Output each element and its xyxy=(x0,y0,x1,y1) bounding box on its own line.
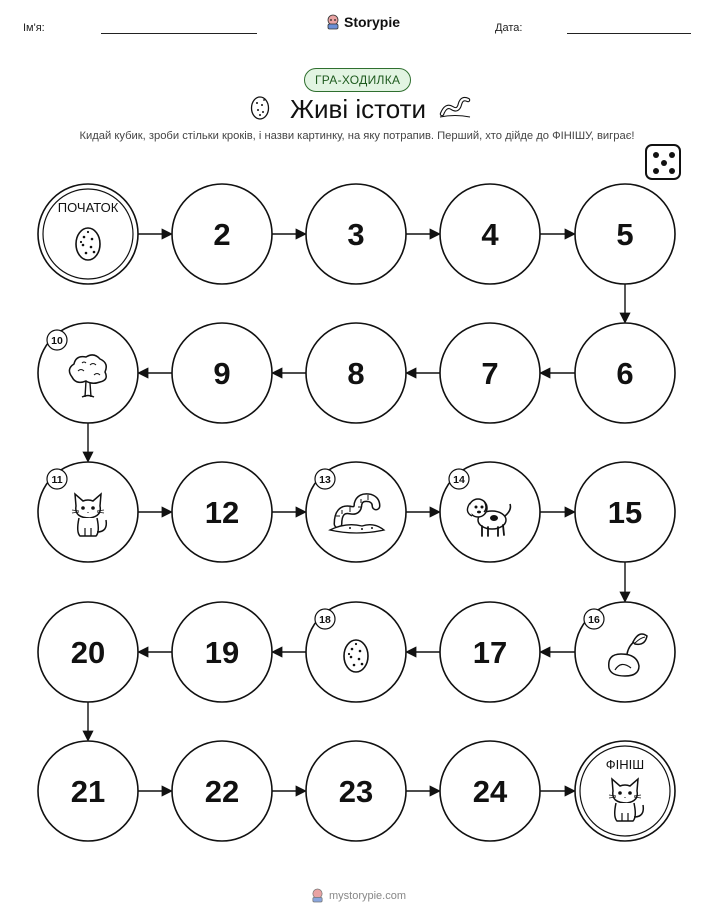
board-cell-5[interactable] xyxy=(575,184,675,284)
board-cell-24[interactable] xyxy=(440,741,540,841)
footer-url[interactable]: mystorypie.com xyxy=(329,889,407,902)
name-label: Ім'я: xyxy=(23,22,45,34)
footer xyxy=(311,888,406,903)
board-cell-23[interactable] xyxy=(306,741,406,841)
storypie-mascot-icon xyxy=(311,888,324,903)
cell-number: 19 xyxy=(204,635,240,670)
board-cell-19[interactable] xyxy=(172,602,272,702)
cell-number: 14 xyxy=(453,473,465,486)
board-cell-14[interactable] xyxy=(440,462,540,562)
instructions: Кидай кубик, зроби стільки кроків, і назви картинку, на яку потрапив. Перший, хто дійде до ФІНІШУ, виграє! xyxy=(79,130,635,142)
cell-number: 15 xyxy=(607,495,643,530)
board-cell-13[interactable] xyxy=(306,462,406,562)
board-cell-25[interactable] xyxy=(575,741,675,841)
cell-number: 5 xyxy=(616,217,634,252)
board-cell-16[interactable] xyxy=(575,602,675,702)
board-cell-22[interactable] xyxy=(172,741,272,841)
start-label: ПОЧАТОК xyxy=(57,200,119,215)
cell-number: 7 xyxy=(481,356,499,391)
date-label: Дата: xyxy=(495,22,523,34)
board-cell-15[interactable] xyxy=(575,462,675,562)
cell-number: 9 xyxy=(213,356,231,391)
board-cells xyxy=(38,184,675,841)
cell-number: 21 xyxy=(70,774,106,809)
cell-number: 3 xyxy=(347,217,365,252)
board-cell-12[interactable] xyxy=(172,462,272,562)
cell-number: 18 xyxy=(319,613,331,626)
cell-number: 24 xyxy=(472,774,508,809)
board-cell-20[interactable] xyxy=(38,602,138,702)
egg-icon xyxy=(76,228,100,260)
cell-number: 22 xyxy=(204,774,240,809)
board-cell-4[interactable] xyxy=(440,184,540,284)
cell-number: 12 xyxy=(204,495,240,530)
finish-label: ФІНІШ xyxy=(605,757,645,772)
cell-number: 6 xyxy=(616,356,634,391)
board-cell-6[interactable] xyxy=(575,323,675,423)
brand-name: Storypie xyxy=(344,14,401,30)
board-cell-8[interactable] xyxy=(306,323,406,423)
board-cell-2[interactable] xyxy=(172,184,272,284)
game-type-badge: ГРА-ХОДИЛКА xyxy=(304,68,411,92)
board-cell-18[interactable] xyxy=(306,602,406,702)
board-cell-11[interactable] xyxy=(38,462,138,562)
board-cell-1[interactable] xyxy=(38,184,138,284)
cell-number: 4 xyxy=(481,217,499,252)
egg-icon xyxy=(344,640,368,672)
board-cell-7[interactable] xyxy=(440,323,540,423)
board-cell-3[interactable] xyxy=(306,184,406,284)
board-cell-21[interactable] xyxy=(38,741,138,841)
cell-number: 10 xyxy=(51,334,63,347)
board-cell-17[interactable] xyxy=(440,602,540,702)
cell-number: 2 xyxy=(213,217,231,252)
cell-number: 23 xyxy=(338,774,374,809)
cell-number: 8 xyxy=(347,356,365,391)
cell-number: 17 xyxy=(472,635,508,670)
cell-number: 16 xyxy=(588,613,600,626)
page-title: Живі істоти xyxy=(290,94,427,124)
cell-number: 11 xyxy=(51,473,63,486)
board-cell-10[interactable] xyxy=(38,323,138,423)
cell-number: 20 xyxy=(70,635,106,670)
cell-number: 13 xyxy=(319,473,331,486)
board-cell-9[interactable] xyxy=(172,323,272,423)
